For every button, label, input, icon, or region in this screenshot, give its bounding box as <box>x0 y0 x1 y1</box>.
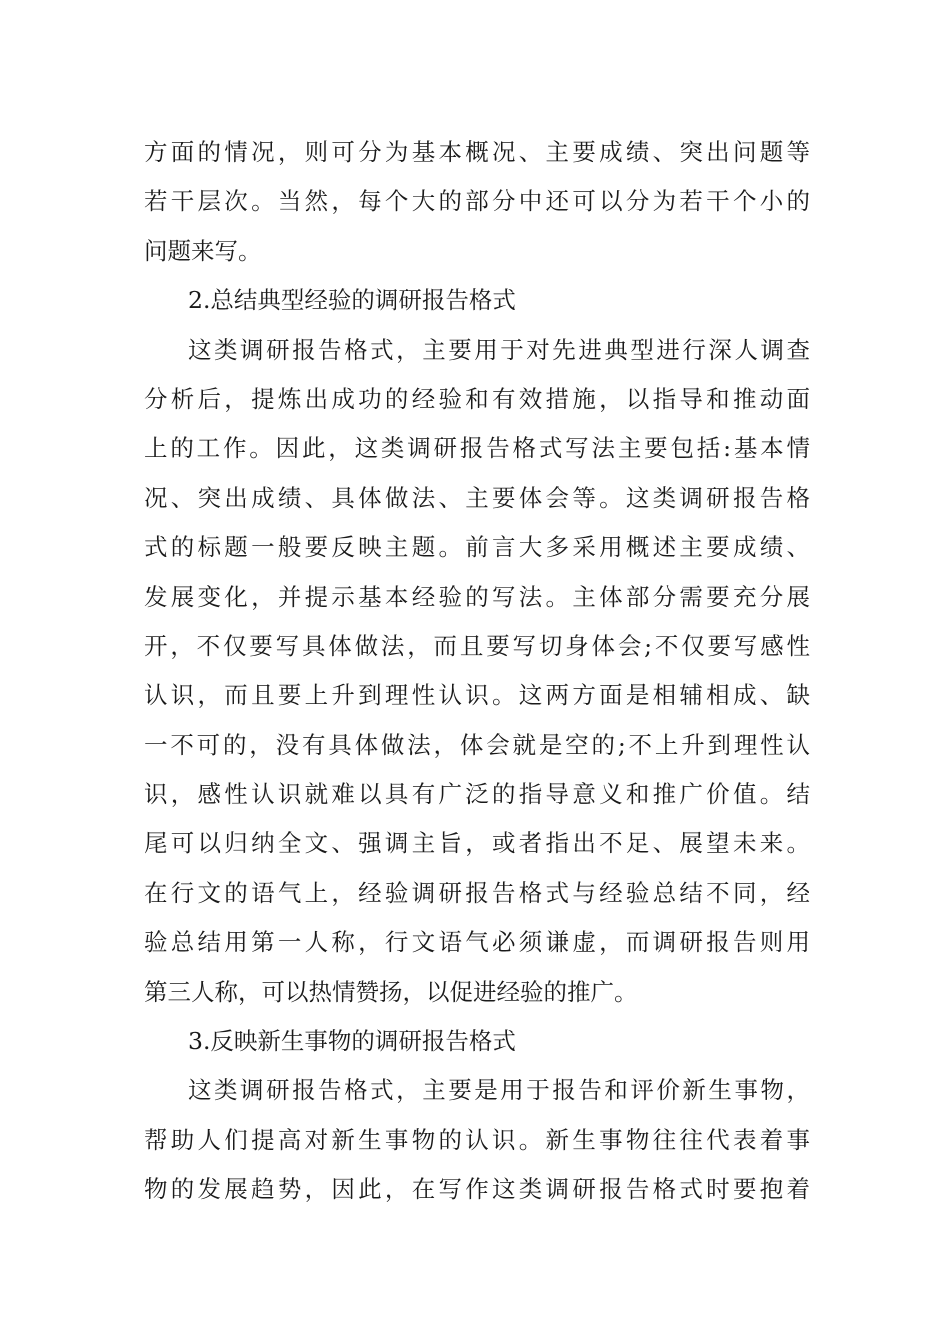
text-line: 这类调研报告格式，主要用于对先进典型进行深人调查 <box>188 335 810 364</box>
text-line: 方面的情况，则可分为基本概况、主要成绩、突出问题等 <box>144 138 810 166</box>
body-text <box>144 128 810 1215</box>
text-line: 上的工作。因此，这类调研报告格式写法主要包括:基本情 <box>144 434 810 463</box>
text-line: 尾可以归纳全文、强调主旨，或者指出不足、展望未来。 <box>144 829 810 858</box>
text-line: 第三人称，可以热情赞扬，以促进经验的推广。 <box>144 977 638 1006</box>
text-line: 况、突出成绩、具体做法、主要体会等。这类调研报告格 <box>144 483 810 512</box>
section-heading: 3.反映新生事物的调研报告格式 <box>188 1027 516 1056</box>
text-line: 式的标题一般要反映主题。前言大多采用概述主要成绩、 <box>144 533 810 562</box>
text-line: 帮助人们提高对新生事物的认识。新生事物往往代表着事 <box>144 1125 810 1154</box>
text-line: 识，感性认识就难以具有广泛的指导意义和推广价值。结 <box>144 780 810 809</box>
text-line: 发展变化，并提示基本经验的写法。主体部分需要充分展 <box>144 582 810 611</box>
text-line: 认识，而且要上升到理性认识。这两方面是相辅相成、缺 <box>144 681 810 710</box>
text-line: 验总结用第一人称，行文语气必须谦虚，而调研报告则用 <box>144 928 810 957</box>
text-line: 若干层次。当然，每个大的部分中还可以分为若干个小的 <box>144 187 810 216</box>
section-heading: 2.总结典型经验的调研报告格式 <box>188 286 516 315</box>
text-line: 分析后，提炼出成功的经验和有效措施，以指导和推动面 <box>144 384 810 413</box>
text-line: 一不可的，没有具体做法，体会就是空的;不上升到理性认 <box>144 730 810 759</box>
text-line: 这类调研报告格式，主要是用于报告和评价新生事物， <box>188 1076 810 1105</box>
text-line: 开，不仅要写具体做法，而且要写切身体会;不仅要写感性 <box>144 631 810 660</box>
text-line: 在行文的语气上，经验调研报告格式与经验总结不同，经 <box>144 878 810 907</box>
text-line: 问题来写。 <box>144 236 262 265</box>
text-line: 物的发展趋势，因此，在写作这类调研报告格式时要抱着 <box>144 1175 810 1204</box>
